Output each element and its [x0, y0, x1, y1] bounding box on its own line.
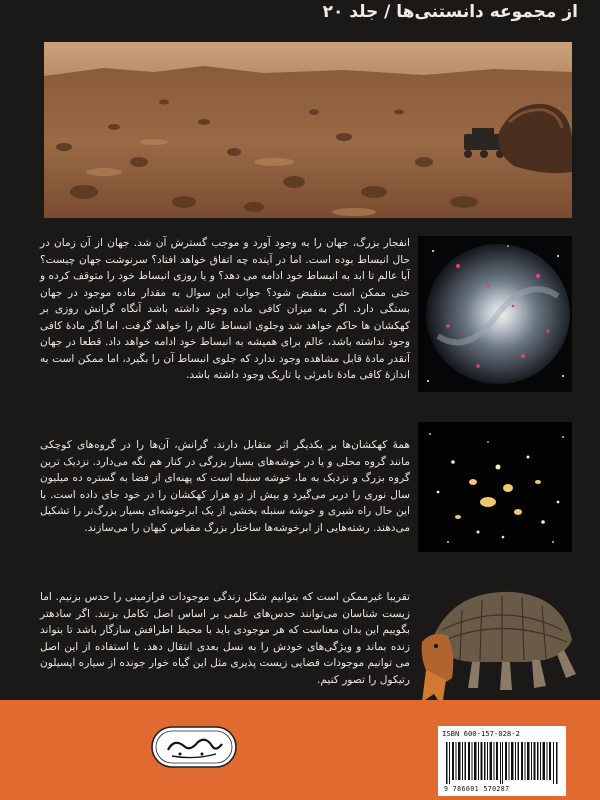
- paragraph-galaxy-clusters: همهٔ کهکشان‌ها بر یکدیگر اثر متقابل دارند. گرانش، آن‌ها را در گروه‌های کوچکی مانند گروه محلی و یا در خوشه‌های بسیار بزرگی در کنار هم نگه می‌دارد. نزدیک ترین گروه بزرگ و نزدیک به ما، خوشه سنبله است که پهنه‌ای از فضا به گستره ده میلیون سال نوری را دربر می‌گیرد و بیش از دو هزار کهکشان را در خود جای داده است. با این حال راه شیری و خوشه سنبله بخشی از یک ابرخوشه‌ای بسیار بزرگ‌تر را تشکیل می‌دهند. رشته‌هایی از ابرخوشه‌ها ساختار بزرگ مقیاس کیهان را می‌سازند.: [40, 439, 410, 534]
- galaxy-photo: [418, 236, 572, 392]
- paragraph-universe-expansion: انفجار بزرگ، جهان را به وجود آورد و موجب گسترش آن شد. جهان از آن زمان در حال انبساط بوده است. اما در آینده چه اتفاق خواهد افتاد؟ سرنوشت جهان چیست؟ آیا عالم تا ابد به انبساط خود ادامه می دهد؟ و یا روزی انبساط خود را متوقف کرده و حتی ممکن است منقبض شود؟ جواب این سوال به مقدار ماده موجود در جهان بستگی دارد. اگر به میزان کافی ماده وجود داشته باشد آنگاه گرانش روزی بر کهکشان ها حاکم خواهد شد وجلوی انبساط عالم را خواهد گرفت. اما اگر مادهٔ کافی وجود نداشته باشد، عالم برای همیشه به انبساط خود ادامه خواهد داد. قطعا در جهان آنقدر مادهٔ قابل مشاهده وجود ندارد که جلوی انبساط آن را بگیرد، اما ممکن است به اندازهٔ کافی مادهٔ نامرئی یا تاریک وجود داشته باشد.: [39, 237, 410, 381]
- paragraph-alien-life: تقریبا غیرممکن است که بتوانیم شکل زندگی موجودات فرازمینی را حدس بزنیم. اما زیست شناسان می‌توانند حدس‌های علمی بر اساس اصل تکامل بزنند. اگر سادهتر بگوییم این بدان معناست که هر موجودی باید با محیط اطرافش سازگار باشد تا بتواند زنده بماند و ویژگی‌های خودش را به نسل بعدی انتقال دهد. با استفاده از این اصل می توانیم موجودات فضایی زیست پذیری مثل این گیاه خوار جونده از سیاره اپسیلون رتیکول را تصور کنیم.: [40, 591, 410, 686]
- mars-surface-photo: [44, 42, 572, 218]
- barcode-number: 9 786001 570287: [444, 785, 510, 793]
- alien-creature-illustration: [412, 570, 580, 710]
- galaxy-cluster-photo: [418, 422, 572, 552]
- barcode-bars: [446, 742, 558, 784]
- series-title: از مجموعه دانستنی‌ها / جلد ۲۰: [322, 2, 578, 22]
- isbn-text: ISBN 600-157-028-2: [442, 729, 520, 738]
- publisher-logo: [150, 724, 238, 770]
